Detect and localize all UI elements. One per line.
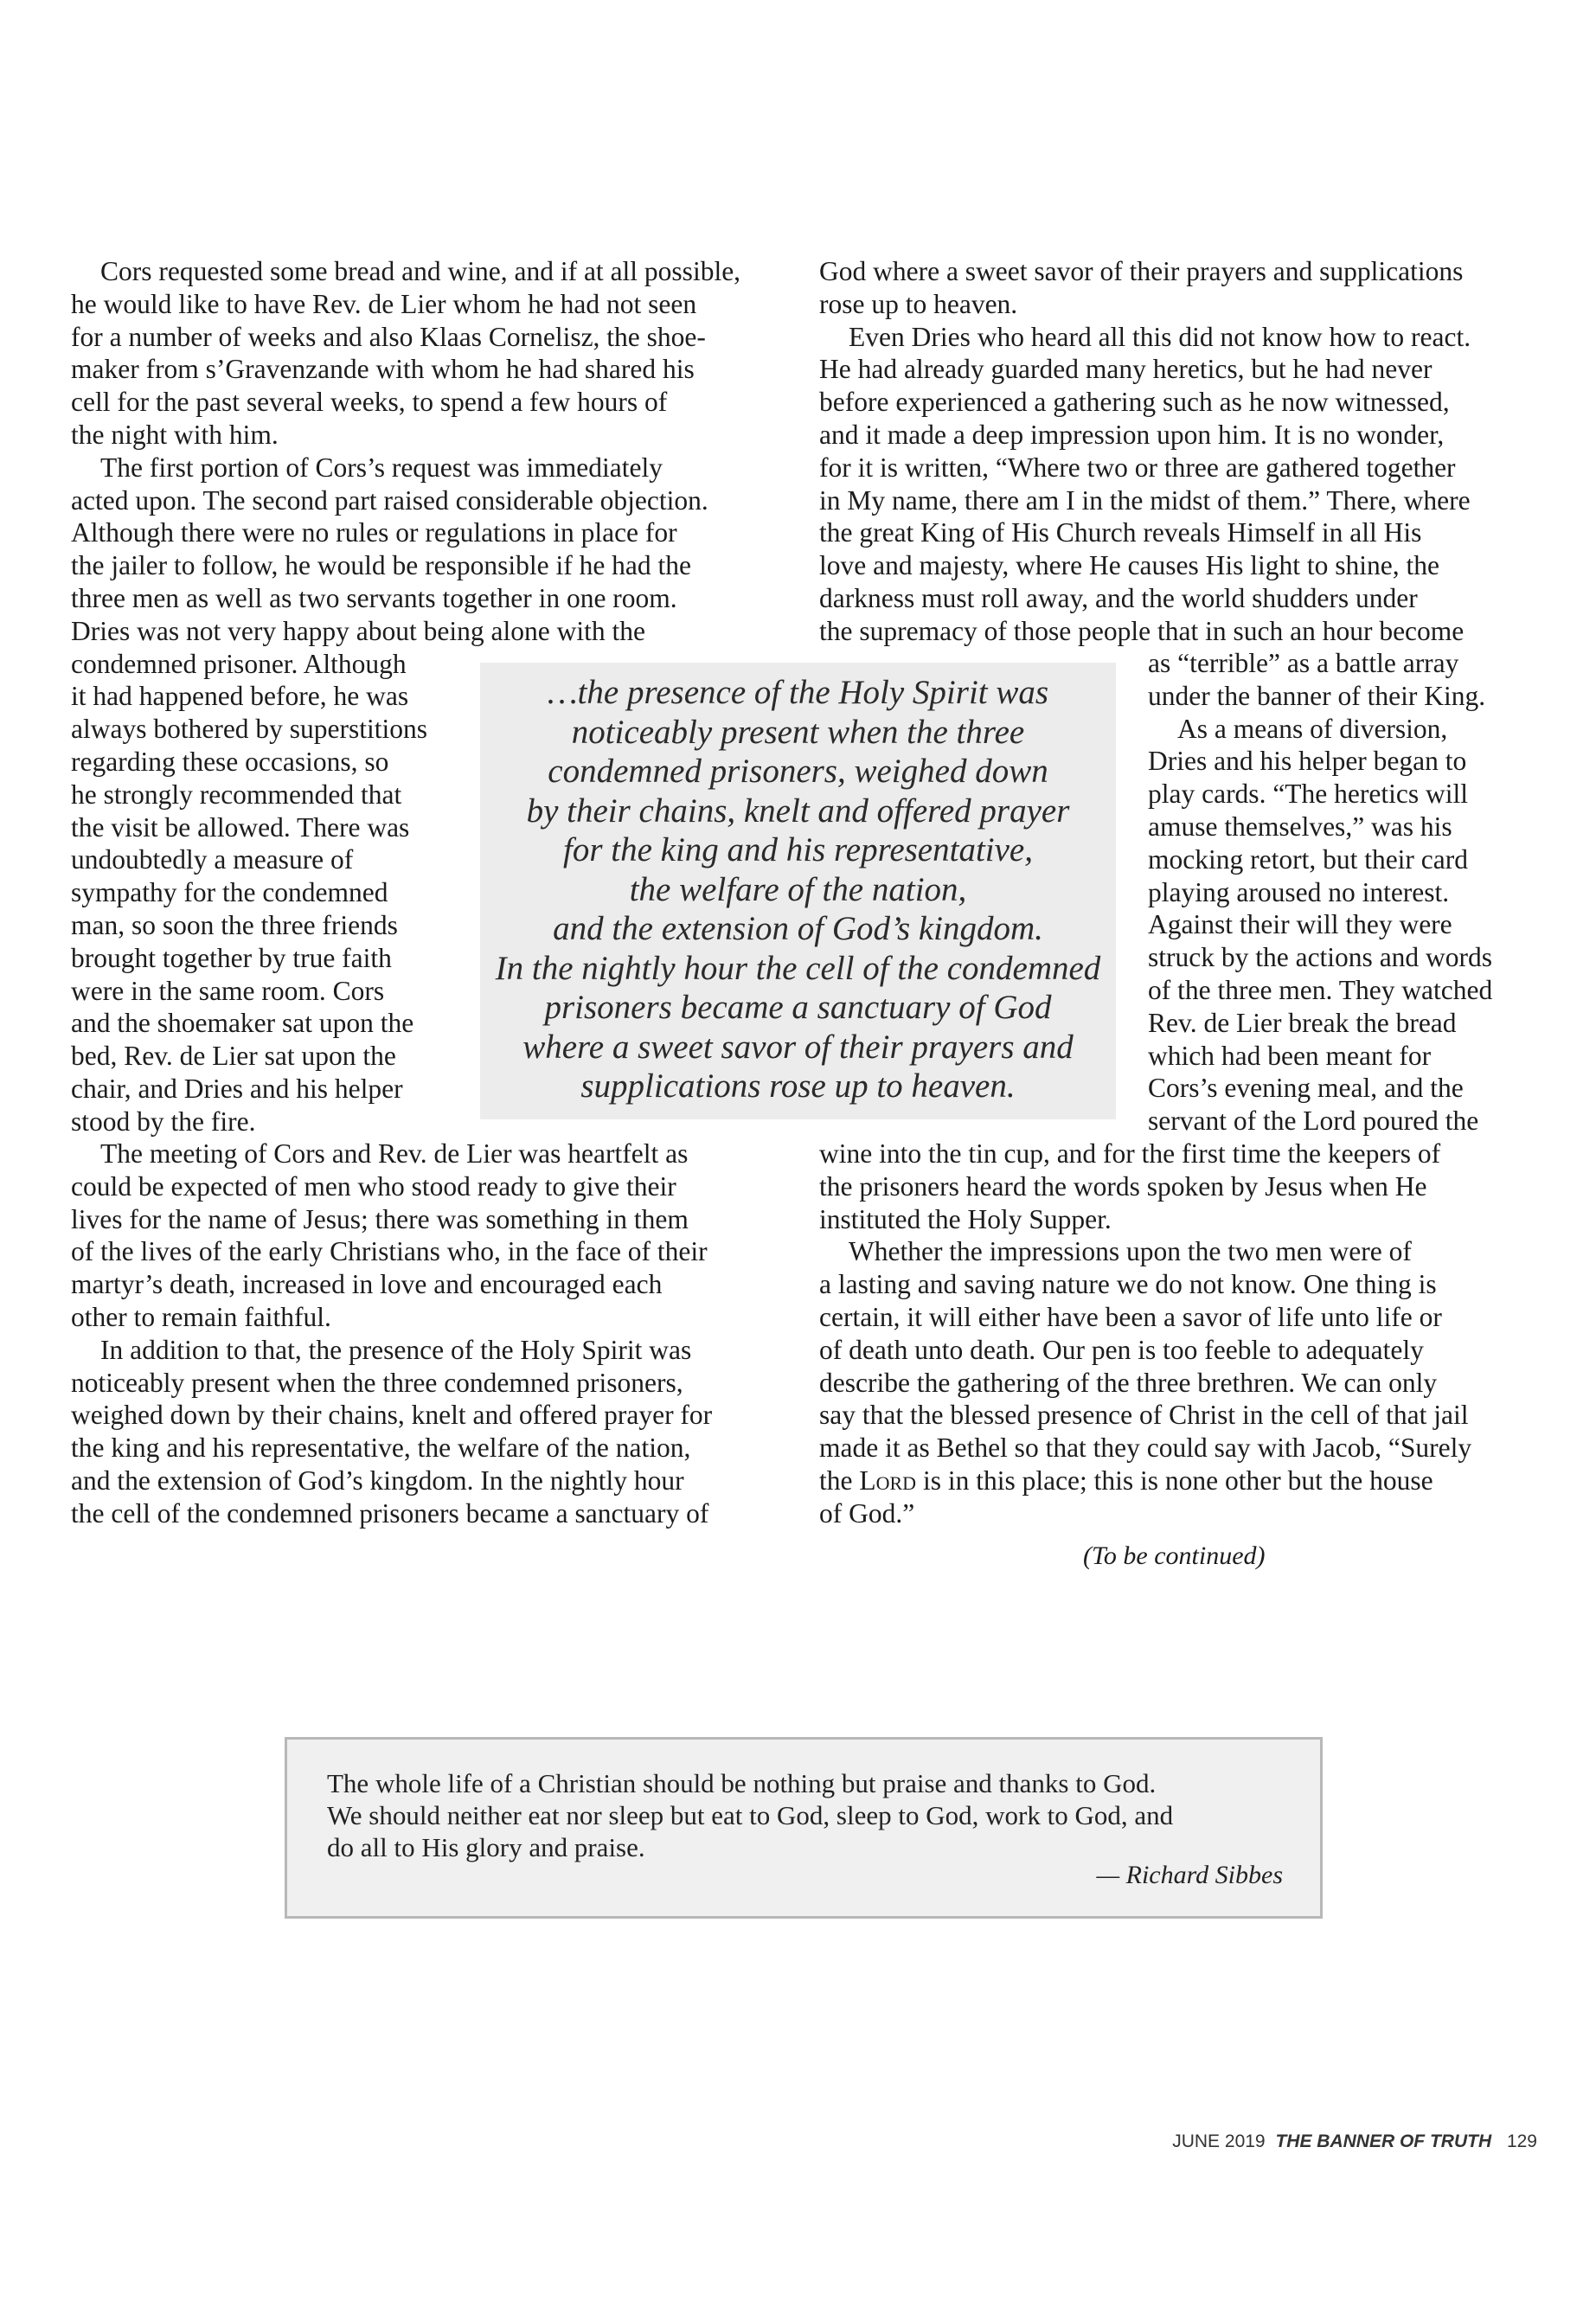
text-line: the cell of the condemned prisoners became a sanctuary of bbox=[71, 1497, 709, 1529]
text-line: bed, Rev. de Lier sat upon the bbox=[71, 1041, 396, 1072]
to-be-continued: (To be continued) bbox=[1083, 1541, 1266, 1570]
text-line: the supremacy of those people that in such an hour become bbox=[819, 615, 1465, 646]
issue-date: JUNE 2019 bbox=[1172, 2131, 1266, 2151]
text-line: amuse themselves,” was his bbox=[1148, 811, 1452, 842]
sidebar-quote-box bbox=[285, 1737, 1323, 1919]
text-line: do all to His glory and praise. bbox=[327, 1832, 645, 1862]
text-line: and the shoemaker sat upon the bbox=[71, 1008, 414, 1039]
text-line: made it as Bethel so that they could say with Jacob, “Surely bbox=[819, 1433, 1472, 1464]
text-line: In addition to that, the presence of the Holy Spirit was bbox=[100, 1334, 692, 1365]
text-line: say that the blessed presence of Christ in the cell of that jail bbox=[819, 1400, 1469, 1431]
text-line: the visit be allowed. There was bbox=[71, 811, 410, 843]
quote-attribution: — Richard Sibbes bbox=[1096, 1861, 1283, 1889]
text-line: The first portion of Cors’s request was immediately bbox=[100, 452, 663, 483]
text-line: certain, it will either have been a savor of life unto life or bbox=[819, 1301, 1442, 1332]
text-line: struck by the actions and words bbox=[1148, 942, 1493, 973]
text-line: as “terrible” as a battle array bbox=[1148, 648, 1459, 678]
text-line: Cors’s evening meal, and the bbox=[1148, 1073, 1464, 1104]
article-right-column-wrap bbox=[1148, 647, 1554, 1138]
text-line: The meeting of Cors and Rev. de Lier was heartfelt as bbox=[100, 1138, 689, 1169]
text-line: and the extension of God’s kingdom. bbox=[553, 910, 1043, 947]
text-line: he strongly recommended that bbox=[71, 779, 402, 810]
text-line: chair, and Dries and his helper bbox=[71, 1073, 403, 1104]
text-line: the great King of His Church reveals Himself in all His bbox=[819, 517, 1422, 548]
text-line: servant of the Lord poured the bbox=[1148, 1106, 1479, 1137]
article-right-column-lower bbox=[819, 1138, 1546, 1530]
text-line: weighed down by their chains, knelt and offered prayer for bbox=[71, 1400, 713, 1431]
text-line: We should neither eat nor sleep but eat to God, sleep to God, work to God, and bbox=[327, 1800, 1174, 1830]
text-line: He had already guarded many heretics, but he had never bbox=[819, 354, 1433, 385]
text-line: of the three men. They watched bbox=[1148, 974, 1493, 1005]
text-line: wine into the tin cup, and for the first time the keepers of bbox=[819, 1138, 1441, 1169]
text-line: love and majesty, where He causes His light to shine, the bbox=[819, 550, 1440, 581]
text-line: cell for the past several weeks, to spend a few hours of bbox=[71, 387, 668, 418]
text-line: describe the gathering of the three brethren. We can only bbox=[819, 1367, 1438, 1398]
text-line: brought together by true faith bbox=[71, 942, 392, 973]
text-line: Cors requested some bread and wine, and if at all possible, bbox=[100, 256, 741, 286]
pull-quote bbox=[480, 663, 1116, 1119]
text-line: which had been meant for bbox=[1148, 1040, 1432, 1071]
text-line: for a number of weeks and also Klaas Cornelisz, the shoe- bbox=[71, 321, 706, 352]
text-line: God where a sweet savor of their prayers and supplications bbox=[819, 256, 1464, 286]
text-line: darkness must roll away, and the world shudders under bbox=[819, 582, 1418, 613]
text-line: regarding these occasions, so bbox=[71, 746, 389, 777]
text-line: by their chains, knelt and offered prayer bbox=[526, 792, 1070, 830]
text-line: for the king and his representative, bbox=[562, 831, 1033, 868]
text-line: where a sweet savor of their prayers and bbox=[522, 1028, 1074, 1066]
text-line: always bothered by superstitions bbox=[71, 714, 428, 745]
text-line: in My name, there am I in the midst of them.” There, where bbox=[819, 484, 1471, 516]
text-line: were in the same room. Cors bbox=[71, 975, 385, 1006]
text-line: Dries was not very happy about being alone with the bbox=[71, 615, 645, 646]
text-line: under the banner of their King. bbox=[1148, 680, 1486, 711]
text-line: play cards. “The heretics will bbox=[1148, 779, 1468, 810]
text-line: supplications rose up to heaven. bbox=[580, 1067, 1016, 1105]
text-line: condemned prisoners, weighed down bbox=[548, 753, 1048, 790]
text-line: of God.” bbox=[819, 1497, 915, 1529]
text-line: the jailer to follow, he would be responsible if he had the bbox=[71, 550, 692, 581]
text-line: condemned prisoner. Although bbox=[71, 648, 407, 679]
text-line: for it is written, “Where two or three are gathered together bbox=[819, 452, 1456, 483]
page-number: 129 bbox=[1506, 2131, 1537, 2151]
text-line: rose up to heaven. bbox=[819, 288, 1018, 319]
text-line: playing aroused no interest. bbox=[1148, 876, 1450, 907]
text-line: of the lives of the early Christians who, in the face of their bbox=[71, 1236, 708, 1267]
text-line: stood by the fire. bbox=[71, 1106, 256, 1137]
text-line: the night with him. bbox=[71, 419, 279, 450]
text-line: it had happened before, he was bbox=[71, 681, 409, 712]
text-line: and it made a deep impression upon him. It is no wonder, bbox=[819, 419, 1445, 450]
text-line: martyr’s death, increased in love and encouraged each bbox=[71, 1269, 663, 1300]
text-line: a lasting and saving nature we do not know. One thing is bbox=[819, 1269, 1437, 1300]
text-line: could be expected of men who stood ready to give their bbox=[71, 1170, 676, 1202]
text-line: mocking retort, but their card bbox=[1148, 843, 1469, 875]
text-line: Although there were no rules or regulations in place for bbox=[71, 517, 677, 548]
text-line: the king and his representative, the welfare of the nation, bbox=[71, 1433, 691, 1464]
text-line: noticeably present when the three bbox=[571, 713, 1025, 751]
text-line: The whole life of a Christian should be nothing but praise and thanks to God. bbox=[327, 1768, 1157, 1798]
text-line: man, so soon the three friends bbox=[71, 909, 398, 940]
text-line: Even Dries who heard all this did not know how to react. bbox=[849, 321, 1471, 352]
article-left-column-lower bbox=[71, 1138, 798, 1530]
text-line: Against their will they were bbox=[1148, 909, 1452, 940]
text-line: before experienced a gathering such as he now witnessed, bbox=[819, 387, 1450, 418]
text-line: noticeably present when the three condemned prisoners, bbox=[71, 1367, 683, 1398]
text-line: Whether the impressions upon the two men were of bbox=[849, 1236, 1412, 1267]
sidebar-quote-text bbox=[327, 1767, 1282, 1863]
text-line: As a means of diversion, bbox=[1177, 713, 1448, 744]
text-line: acted upon. The second part raised considerable objection. bbox=[71, 484, 708, 516]
page-footer bbox=[1172, 2131, 1537, 2152]
text-line: of death unto death. Our pen is too feeble to adequately bbox=[819, 1334, 1424, 1365]
text-line: the Lord is in this place; this is none other but the house bbox=[819, 1465, 1433, 1496]
text-line: and the extension of God’s kingdom. In the nightly hour bbox=[71, 1465, 684, 1496]
text-line: lives for the name of Jesus; there was something in them bbox=[71, 1203, 689, 1234]
text-line: the prisoners heard the words spoken by Jesus when He bbox=[819, 1170, 1427, 1202]
text-line: instituted the Holy Supper. bbox=[819, 1203, 1112, 1234]
text-line: prisoners became a sanctuary of God bbox=[544, 989, 1052, 1026]
publication-name: THE BANNER OF TRUTH bbox=[1275, 2131, 1492, 2151]
article-right-column-upper bbox=[819, 255, 1546, 648]
lord-small-caps: Lord bbox=[859, 1465, 917, 1496]
text-line: …the presence of the Holy Spirit was bbox=[547, 674, 1049, 711]
text-line: three men as well as two servants together in one room. bbox=[71, 582, 677, 613]
text-line: the welfare of the nation, bbox=[629, 870, 967, 908]
text-line: he would like to have Rev. de Lier whom he had not seen bbox=[71, 288, 697, 319]
text-line: maker from s’Gravenzande with whom he had shared his bbox=[71, 354, 695, 385]
text-line: other to remain faithful. bbox=[71, 1301, 331, 1332]
text-line: In the nightly hour the cell of the condemned bbox=[495, 949, 1101, 987]
text-line: undoubtedly a measure of bbox=[71, 844, 354, 875]
text-line: Rev. de Lier break the bread bbox=[1148, 1007, 1457, 1038]
text-line: sympathy for the condemned bbox=[71, 877, 388, 908]
text-line: Dries and his helper began to bbox=[1148, 746, 1467, 777]
